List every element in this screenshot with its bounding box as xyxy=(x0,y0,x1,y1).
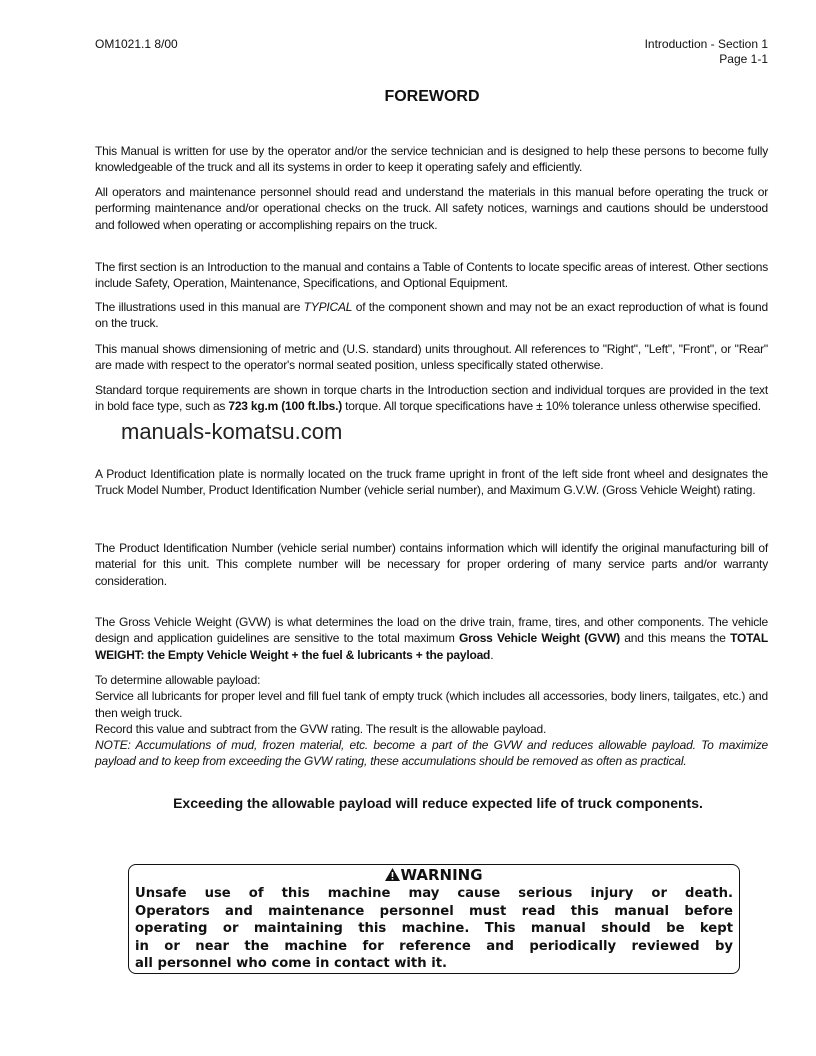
warning-line: Operators and maintenance personnel must read this manual before xyxy=(135,903,733,919)
paragraph-illustrations xyxy=(95,299,768,332)
paragraph-torque xyxy=(95,382,768,415)
page-title: FOREWORD xyxy=(384,88,480,105)
text: The illustrations used in this manual are xyxy=(95,300,304,314)
warning-line: in or near the machine for reference and periodically reviewed by xyxy=(135,938,733,954)
warning-box xyxy=(128,864,740,974)
paragraph-sections: The first section is an Introduction to the manual and contains a Table of Contents to locate specific areas of interest. Other sections include Safety, Operation, Maintenance, Specifications, and Optional Equipment. xyxy=(95,260,768,291)
paragraph-purpose: This Manual is written for use by the operator and/or the service technician and is designed to help these persons to become fully knowledgeable of the truck and all its systems in order to keep it operating safely and efficiently. xyxy=(95,144,768,175)
paragraph-read-manual: All operators and maintenance personnel should read and understand the materials in this manual before operating the truck or performing maintenance and/or operational checks on the truck. All safety notices, warnings and cautions should be understood and followed when operating or accomplishing repairs on the truck. xyxy=(95,185,768,232)
text: The Gross Vehicle Weight (GVW) is what determines the load on the drive train, frame, tires, and other components. The vehicle design and application guidelines are sensitive to the total maximum xyxy=(95,615,768,646)
text: and this means the xyxy=(619,631,731,646)
warning-line: all personnel who come in contact with it. xyxy=(135,956,448,972)
paragraph-serial-number: The Product Identification Number (vehicle serial number) contains information which will identify the original manufacturing bill of material for this unit. This complete number will be necessary for proper ordering of many service parts and/or warranty consideration. xyxy=(95,541,768,588)
warning-text xyxy=(129,885,739,973)
italic-text: TYPICAL xyxy=(303,300,353,314)
bold-text: 723 kg.m (100 ft.lbs.) xyxy=(228,399,343,414)
text: Record this value and subtract from the GVW rating. The result is the allowable payload. xyxy=(95,721,547,736)
document-id: OM1021.1 8/00 xyxy=(95,37,178,51)
text: Service all lubricants for proper level and fill fuel tank of empty truck (which includes all accessories, body liners, tailgates, etc.) and then weigh truck. xyxy=(95,689,768,720)
warning-line: Unsafe use of this machine may cause serious injury or death. xyxy=(135,886,733,901)
text: of the component shown and may not be an exact reproduction of what is found on the truck. xyxy=(95,300,768,331)
paragraph-units: This manual shows dimensioning of metric and (U.S. standard) units throughout. All references to "Right", "Left", "Front", or "Rear" are made with respect to the operator's normal seated position, unless specifically stated otherwise. xyxy=(95,342,768,373)
note-text: NOTE: Accumulations of mud, frozen material, etc. become a part of the GVW and reduces allowable payload. To maximize payload and to keep from exceeding the GVW rating, these accumulations should be removed as often as practical. xyxy=(95,738,768,769)
bold-text: Gross Vehicle Weight (GVW) xyxy=(458,631,620,646)
warning-triangle-icon xyxy=(385,868,400,881)
payload-notice: Exceeding the allowable payload will reduce expected life of truck components. xyxy=(173,795,703,811)
page-number: Page 1-1 xyxy=(719,52,768,66)
bold-text: TOTAL WEIGHT: the Empty Vehicle Weight + the fuel & lubricants + the payload xyxy=(95,631,768,662)
section-label: Introduction - Section 1 xyxy=(644,37,768,51)
paragraph-id-plate: A Product Identification plate is normally located on the truck frame upright in front of the left side front wheel and designates the Truck Model Number, Product Identification Number (vehicle serial number), and Maximum G.V.W. (Gross Vehicle Weight) rating. xyxy=(95,467,768,498)
paragraph-gvw: The Gross Vehicle Weight (GVW) is what determines the load on the drive train, frame, tires, and other components. The vehicle design and application guidelines are sensitive to the total maximum Gross Vehicle Weight (GVW) and this means the TOTAL WEIGHT: the Empty Vehicle Weight + the fuel & lubricants + the payload. xyxy=(95,615,768,662)
text: To determine allowable payload: xyxy=(95,673,261,687)
warning-line: operating or maintaining this machine. This manual should be kept xyxy=(135,921,733,937)
text: Standard torque requirements are shown in torque charts in the Introduction section and individual torques are provided in the text in bold face type, such as xyxy=(95,383,768,414)
warning-title xyxy=(129,866,739,885)
paragraph-payload xyxy=(95,672,768,770)
text: torque. All torque specifications have ± 10% tolerance unless otherwise specified. xyxy=(342,399,761,414)
section-header xyxy=(645,37,768,67)
warning-label: WARNING xyxy=(400,866,483,884)
watermark: manuals-komatsu.com xyxy=(121,419,343,444)
